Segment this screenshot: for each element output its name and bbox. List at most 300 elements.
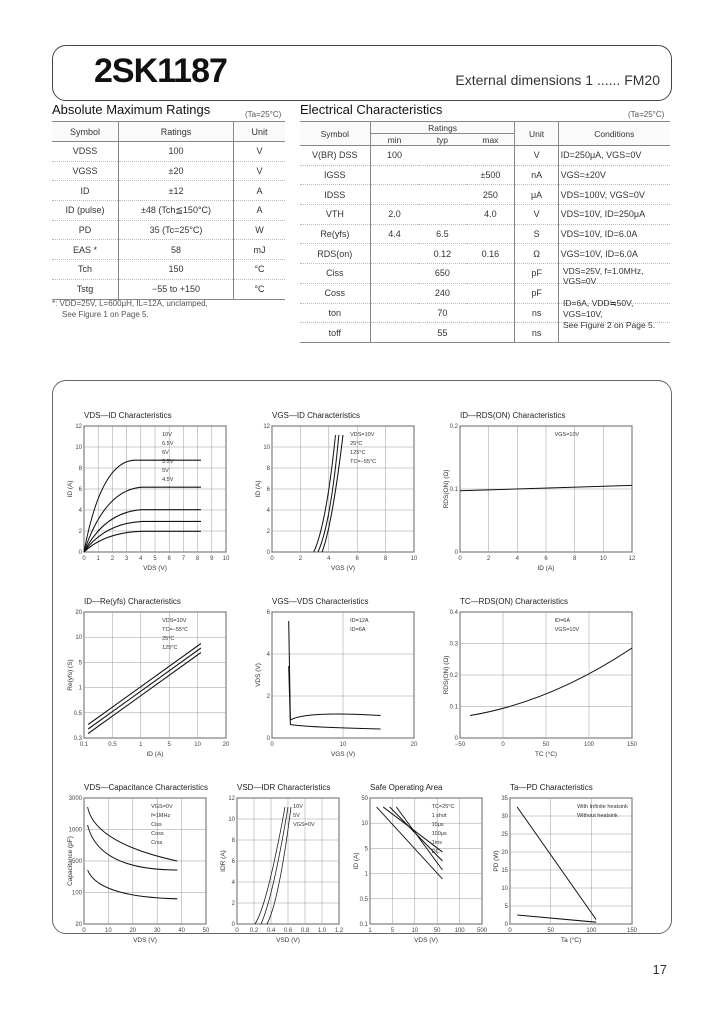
elec-min — [370, 185, 418, 205]
elec-symbol: Re(yfs) — [300, 224, 370, 244]
abs-unit: A — [234, 181, 286, 201]
curve-label: ID=6A — [554, 618, 571, 624]
elec-min — [370, 244, 418, 264]
y-tick-label: 4 — [266, 508, 270, 514]
y-tick-label: 0.1 — [449, 704, 458, 711]
characteristic-curve — [255, 807, 285, 924]
abs-row — [52, 161, 285, 181]
chart-title: VSD—IDR Characteristics — [237, 783, 331, 792]
y-tick-label: 2 — [78, 529, 82, 535]
chart-title: VGS—ID Characteristics — [272, 411, 361, 420]
x-tick-label: 20 — [222, 742, 230, 748]
x-axis-label: ID (A) — [146, 751, 164, 758]
x-tick-label: 2 — [110, 556, 115, 562]
characteristic-curve — [267, 807, 291, 924]
x-axis-label: VGS (V) — [330, 751, 356, 758]
x-tick-label: 6 — [544, 556, 548, 562]
x-tick-label: 6 — [167, 556, 171, 562]
abs-rating: 35 (Tc=25°C) — [119, 220, 234, 240]
x-tick-label: 150 — [626, 928, 638, 934]
x-tick-label: 5 — [390, 928, 395, 934]
characteristic-curve — [88, 644, 201, 725]
x-tick-label: 0.8 — [300, 928, 310, 934]
elec-row — [300, 165, 670, 185]
x-tick-label: 50 — [202, 928, 210, 934]
x-tick-label: 0.1 — [79, 742, 89, 748]
curve-label: Ciss — [151, 822, 162, 828]
cond-capacitance — [563, 266, 643, 286]
x-axis-label: Ta (°C) — [560, 937, 582, 944]
elec-row — [300, 185, 670, 205]
abs-unit: V — [234, 142, 286, 162]
curve-label: Coss — [151, 831, 164, 837]
y-tick-label: 0.2 — [449, 673, 458, 679]
y-tick-label: 10 — [263, 445, 270, 451]
x-tick-label: 0 — [508, 928, 512, 934]
y-tick-label: 0 — [454, 550, 458, 556]
y-axis-label: IDR (A) — [220, 850, 227, 872]
x-tick-label: 100 — [454, 928, 465, 934]
y-tick-label: 10 — [361, 821, 368, 828]
abs-h-unit: Unit — [234, 122, 286, 142]
abs-rating: ±48 (Tch≦150°C) — [119, 201, 234, 221]
elec-typ: 6.5 — [418, 224, 466, 244]
y-tick-label: 10 — [228, 817, 235, 823]
characteristic-curve — [88, 870, 178, 899]
x-tick-label: −50 — [454, 742, 466, 748]
curve-label: 100μs — [431, 831, 447, 837]
elec-unit: V — [515, 146, 558, 166]
abs-note-1: *: VDD=25V, L=600μH, IL=12A, unclamped, — [52, 299, 208, 308]
elec-unit: μA — [515, 185, 558, 205]
abs-rating: ±12 — [119, 181, 234, 201]
chart-title: Ta—PD Characteristics — [510, 783, 593, 792]
elec-h-ratings: Ratings — [370, 122, 515, 134]
elec-unit: V — [515, 205, 558, 225]
x-tick-label: 0 — [82, 928, 86, 934]
curve-label: 6V — [162, 450, 169, 456]
elec-max — [466, 224, 515, 244]
page-number: 17 — [652, 962, 667, 977]
elec-typ: 0.12 — [418, 244, 466, 264]
elec-symbol: IDSS — [300, 185, 370, 205]
curve-label: VDS=10V — [162, 618, 187, 624]
elec-symbol: Coss — [300, 283, 370, 303]
curve-label: TC=−55°C — [162, 627, 189, 633]
y-tick-label: 10 — [75, 635, 82, 642]
elec-h-max: max — [466, 134, 515, 146]
x-tick-label: 30 — [153, 928, 161, 934]
curve-label: 10μs — [431, 822, 444, 828]
cond-sw-line1: ID=6A, VDD≒50V, — [563, 298, 634, 308]
x-tick-label: 50 — [547, 928, 555, 934]
abs-unit: W — [234, 220, 286, 240]
y-tick-label: 50 — [361, 796, 368, 802]
x-axis-label: VDS (V) — [143, 565, 167, 572]
chart-title: TC—RDS(ON) Characteristics — [460, 597, 569, 606]
y-tick-label: 6 — [266, 487, 270, 493]
chart-2 — [252, 408, 422, 578]
chart-title: VDS—ID Characteristics — [84, 411, 172, 420]
x-tick-label: 10 — [411, 928, 419, 934]
x-tick-label: 0.6 — [283, 928, 293, 934]
x-axis-label: VDS (V) — [133, 937, 157, 944]
y-tick-label: 0.5 — [73, 710, 82, 717]
elec-symbol: ton — [300, 303, 370, 323]
elec-typ — [418, 146, 466, 166]
curve-label: VGS=10V — [554, 627, 580, 633]
x-tick-label: 1 — [96, 556, 100, 562]
elec-max — [466, 264, 515, 284]
x-tick-label: 4 — [327, 556, 331, 562]
abs-h-ratings: Ratings — [119, 122, 234, 142]
y-tick-label: 5 — [504, 904, 508, 910]
elec-unit: pF — [515, 264, 558, 284]
elec-condition: VDS=10V, ID=250μA — [558, 205, 670, 225]
elec-condition: (Ta=25°C) — [628, 110, 665, 119]
y-axis-label: RDS(ON) (Ω) — [443, 469, 450, 509]
x-tick-label: 10 — [599, 556, 607, 562]
x-tick-label: 0 — [270, 742, 274, 748]
elec-title: Electrical Characteristics — [300, 102, 443, 117]
abs-symbol: ID (pulse) — [52, 201, 119, 221]
elec-typ: 70 — [418, 303, 466, 323]
characteristic-curve — [289, 666, 381, 729]
y-tick-label: 0 — [504, 922, 508, 928]
x-tick-label: 150 — [626, 742, 638, 748]
y-tick-label: 0 — [78, 550, 82, 556]
x-tick-label: 40 — [178, 928, 185, 934]
characteristic-curve — [88, 653, 201, 734]
part-number: 2SK1187 — [94, 52, 227, 90]
chart-3 — [440, 408, 640, 578]
abs-symbol: ID — [52, 181, 119, 201]
elec-typ — [418, 205, 466, 225]
x-tick-label: 2 — [486, 556, 491, 562]
curve-label: VGS=10V — [554, 432, 580, 438]
x-axis-label: VGS (V) — [330, 565, 356, 572]
x-tick-label: 5 — [153, 556, 157, 562]
x-tick-label: 50 — [433, 928, 441, 934]
abs-unit: mJ — [234, 240, 286, 260]
x-tick-label: 10 — [222, 556, 230, 562]
y-tick-label: 15 — [501, 868, 508, 874]
x-tick-label: 10 — [339, 742, 347, 748]
chart-8 — [217, 780, 347, 950]
elec-row — [300, 224, 670, 244]
elec-symbol: V(BR) DSS — [300, 146, 370, 166]
elec-unit: ns — [515, 323, 558, 343]
y-tick-label: 6 — [266, 610, 270, 616]
elec-symbol: RDS(on) — [300, 244, 370, 264]
elec-h-min: min — [370, 134, 418, 146]
x-tick-label: 0 — [82, 556, 86, 562]
elec-typ — [418, 165, 466, 185]
curve-label: 10V — [293, 804, 303, 810]
x-tick-label: 1 — [139, 742, 143, 748]
elec-unit: pF — [515, 283, 558, 303]
y-tick-label: 12 — [75, 424, 82, 430]
elec-unit: nA — [515, 165, 558, 185]
x-tick-label: 0 — [235, 928, 239, 934]
abs-note — [52, 298, 208, 320]
x-tick-label: 7 — [181, 556, 186, 562]
chart-title: ID—RDS(ON) Characteristics — [460, 411, 566, 420]
abs-symbol: Tch — [52, 260, 119, 280]
elec-max: 4.0 — [466, 205, 515, 225]
curve-label: 5.5V — [162, 459, 174, 465]
characteristic-curve — [261, 807, 288, 924]
elec-h-unit: Unit — [515, 122, 558, 146]
abs-row — [52, 220, 285, 240]
y-axis-label: ID (A) — [67, 480, 74, 498]
x-tick-label: 50 — [542, 742, 550, 748]
elec-min — [370, 303, 418, 323]
curve-label: Crss — [151, 840, 163, 846]
chart-title: VGS—VDS Characteristics — [272, 597, 369, 606]
cond-cap-line2: VGS=0V — [563, 276, 597, 286]
y-tick-label: 35 — [501, 796, 508, 802]
abs-unit: V — [234, 161, 286, 181]
x-tick-label: 8 — [195, 556, 200, 562]
x-tick-label: 0.5 — [108, 742, 117, 748]
chart-title: VDS—Capacitance Characteristics — [84, 783, 209, 792]
curve-label: 6.5V — [162, 441, 174, 447]
abs-symbol: VGSS — [52, 161, 119, 181]
y-tick-label: 0 — [454, 736, 458, 742]
x-tick-label: 5 — [167, 742, 171, 748]
abs-unit: °C — [234, 279, 286, 299]
elec-typ — [418, 185, 466, 205]
elec-unit: Ω — [515, 244, 558, 264]
chart-9 — [350, 780, 490, 950]
elec-h-symbol: Symbol — [300, 122, 370, 146]
abs-row — [52, 142, 285, 162]
cond-sw-line2: VGS=10V, — [563, 309, 603, 319]
elec-min — [370, 165, 418, 185]
y-tick-label: 0.3 — [449, 641, 458, 648]
elec-max — [466, 283, 515, 303]
chart-10 — [490, 780, 640, 950]
x-axis-label: ID (A) — [537, 565, 555, 572]
y-tick-label: 0 — [266, 736, 270, 742]
characteristic-curve — [470, 648, 632, 716]
x-tick-label: 0.4 — [266, 928, 276, 934]
y-tick-label: 8 — [231, 838, 235, 844]
abs-condition: (Ta=25°C) — [245, 110, 282, 119]
x-axis-label: VDS (V) — [414, 937, 438, 944]
abs-row — [52, 279, 285, 299]
elec-min — [370, 264, 418, 284]
y-tick-label: 0 — [266, 550, 270, 556]
x-tick-label: 1 — [368, 928, 372, 934]
abs-unit: °C — [234, 260, 286, 280]
curve-label: 25°C — [162, 636, 175, 642]
elec-h-typ: typ — [418, 134, 466, 146]
y-tick-label: 2 — [266, 529, 270, 535]
curve-label: DC — [431, 849, 440, 855]
curve-label: ID=12A — [350, 618, 369, 624]
y-tick-label: 0.3 — [73, 736, 82, 742]
x-tick-label: 3 — [124, 556, 129, 562]
x-tick-label: 6 — [355, 556, 359, 562]
y-tick-label: 0 — [231, 922, 235, 928]
y-axis-label: VDS (V) — [255, 663, 262, 687]
elec-unit: S — [515, 224, 558, 244]
characteristic-curve — [517, 915, 596, 922]
elec-symbol: Ciss — [300, 264, 370, 284]
curve-label: 1ms — [431, 840, 442, 846]
abs-rating: 100 — [119, 142, 234, 162]
y-tick-label: 25 — [501, 832, 508, 838]
curve-label: Without heatsink — [577, 813, 618, 819]
characteristic-curve — [88, 648, 201, 729]
chart-7 — [64, 780, 214, 950]
elec-h-conditions: Conditions — [558, 122, 670, 146]
x-tick-label: 0 — [458, 556, 462, 562]
elec-row — [300, 244, 670, 264]
curve-label: TC=25°C — [431, 804, 455, 810]
elec-condition: VGS=±20V — [558, 165, 670, 185]
y-tick-label: 20 — [75, 922, 82, 928]
y-axis-label: ID (A) — [353, 852, 360, 870]
x-tick-label: 10 — [194, 742, 201, 748]
x-tick-label: 100 — [583, 742, 595, 748]
chart-6 — [440, 594, 640, 764]
cond-sw-line3: See Figure 2 on Page 5. — [563, 320, 656, 330]
curve-label: 125°C — [162, 645, 178, 651]
y-tick-label: 1 — [364, 871, 368, 878]
abs-row — [52, 181, 285, 201]
y-tick-label: 12 — [263, 424, 270, 430]
external-dimensions: External dimensions 1 ...... FM20 — [455, 72, 660, 88]
y-tick-label: 4 — [266, 652, 270, 658]
elec-symbol: VTH — [300, 205, 370, 225]
chart-title: ID—Re(yfs) Characteristics — [84, 597, 181, 606]
curve-label: VDS=10V — [350, 432, 375, 438]
y-tick-label: 20 — [75, 610, 82, 616]
curve-label: ID=6A — [350, 627, 366, 633]
abs-symbol: VDSS — [52, 142, 119, 162]
y-tick-label: 0.1 — [449, 487, 458, 493]
elec-max: 0.16 — [466, 244, 515, 264]
characteristic-curve — [322, 435, 343, 552]
abs-symbol: EAS * — [52, 240, 119, 260]
cond-cap-line1: VDS=25V, f=1.0MHz, — [563, 266, 644, 276]
x-tick-label: 10 — [410, 556, 418, 562]
chart-5 — [252, 594, 422, 764]
x-tick-label: 10 — [105, 928, 112, 934]
abs-row — [52, 201, 285, 221]
y-axis-label: ID (A) — [255, 480, 262, 498]
y-tick-label: 3000 — [68, 796, 82, 802]
curve-label: With Infinite heatsink — [577, 804, 628, 810]
y-tick-label: 2 — [231, 901, 235, 907]
abs-title: Absolute Maximum Ratings — [52, 102, 211, 117]
y-tick-label: 10 — [75, 445, 82, 451]
chart-title: Safe Operating Area — [370, 783, 443, 792]
y-tick-label: 0.1 — [359, 922, 368, 928]
y-tick-label: 30 — [501, 814, 508, 820]
y-tick-label: 0.2 — [449, 424, 458, 430]
y-tick-label: 6 — [78, 487, 82, 493]
x-tick-label: 0.2 — [249, 928, 259, 934]
y-tick-label: 20 — [501, 850, 508, 856]
abs-symbol: Tstg — [52, 279, 119, 299]
abs-row — [52, 260, 285, 280]
abs-table — [52, 121, 285, 300]
abs-rating: 150 — [119, 260, 234, 280]
elec-symbol: IGSS — [300, 165, 370, 185]
curve-label: 125°C — [350, 450, 366, 456]
abs-unit: A — [234, 201, 286, 221]
y-tick-label: 4 — [78, 508, 82, 514]
elec-condition: VGS=10V, ID=6.0A — [558, 244, 670, 264]
elec-max — [466, 303, 515, 323]
x-tick-label: 8 — [572, 556, 577, 562]
x-tick-label: 12 — [628, 556, 636, 562]
elec-symbol: toff — [300, 323, 370, 343]
y-tick-label: 8 — [266, 466, 270, 472]
y-tick-label: 2 — [266, 694, 270, 700]
y-tick-label: 0.4 — [449, 610, 458, 616]
y-tick-label: 0.5 — [359, 896, 368, 903]
plot-area — [84, 612, 226, 738]
x-tick-label: 8 — [383, 556, 388, 562]
abs-rating: 58 — [119, 240, 234, 260]
y-tick-label: 500 — [71, 859, 82, 865]
curve-label: VGS=0V — [293, 822, 315, 828]
characteristic-curve — [289, 621, 381, 720]
curve-label: VGS=0V — [151, 804, 173, 810]
abs-rating: ±20 — [119, 161, 234, 181]
y-tick-label: 1 — [78, 685, 82, 692]
y-tick-label: 4 — [231, 880, 235, 886]
curve-label: 10V — [162, 432, 172, 438]
x-tick-label: 20 — [129, 928, 137, 934]
elec-condition: ID=250μA, VGS=0V — [558, 146, 670, 166]
elec-max: 250 — [466, 185, 515, 205]
elec-min: 4.4 — [370, 224, 418, 244]
elec-condition: VDS=10V, ID=6.0A — [558, 224, 670, 244]
elec-typ: 240 — [418, 283, 466, 303]
elec-condition: VDS=100V, VGS=0V — [558, 185, 670, 205]
y-axis-label: Capacitance (pF) — [67, 836, 74, 886]
abs-note-2: See Figure 1 on Page 5. — [62, 310, 149, 319]
x-tick-label: 500 — [476, 928, 488, 934]
curve-label: 25°C — [350, 441, 363, 447]
x-tick-label: 100 — [586, 928, 597, 934]
elec-typ: 55 — [418, 323, 466, 343]
abs-row — [52, 240, 285, 260]
abs-rating: −55 to +150 — [119, 279, 234, 299]
x-tick-label: 2 — [298, 556, 303, 562]
y-axis-label: PD (W) — [493, 850, 500, 872]
curve-label: 1 shot — [431, 813, 447, 819]
elec-min — [370, 283, 418, 303]
x-tick-label: 9 — [210, 556, 214, 562]
x-tick-label: 1.0 — [317, 928, 327, 934]
elec-unit: ns — [515, 303, 558, 323]
x-tick-label: 20 — [410, 742, 418, 748]
x-tick-label: 1.2 — [334, 928, 344, 934]
curve-label: 5V — [293, 813, 300, 819]
y-tick-label: 12 — [228, 796, 235, 802]
elec-min: 100 — [370, 146, 418, 166]
elec-min: 2.0 — [370, 205, 418, 225]
elec-row — [300, 146, 670, 166]
curve-label: TC=−55°C — [350, 459, 377, 465]
